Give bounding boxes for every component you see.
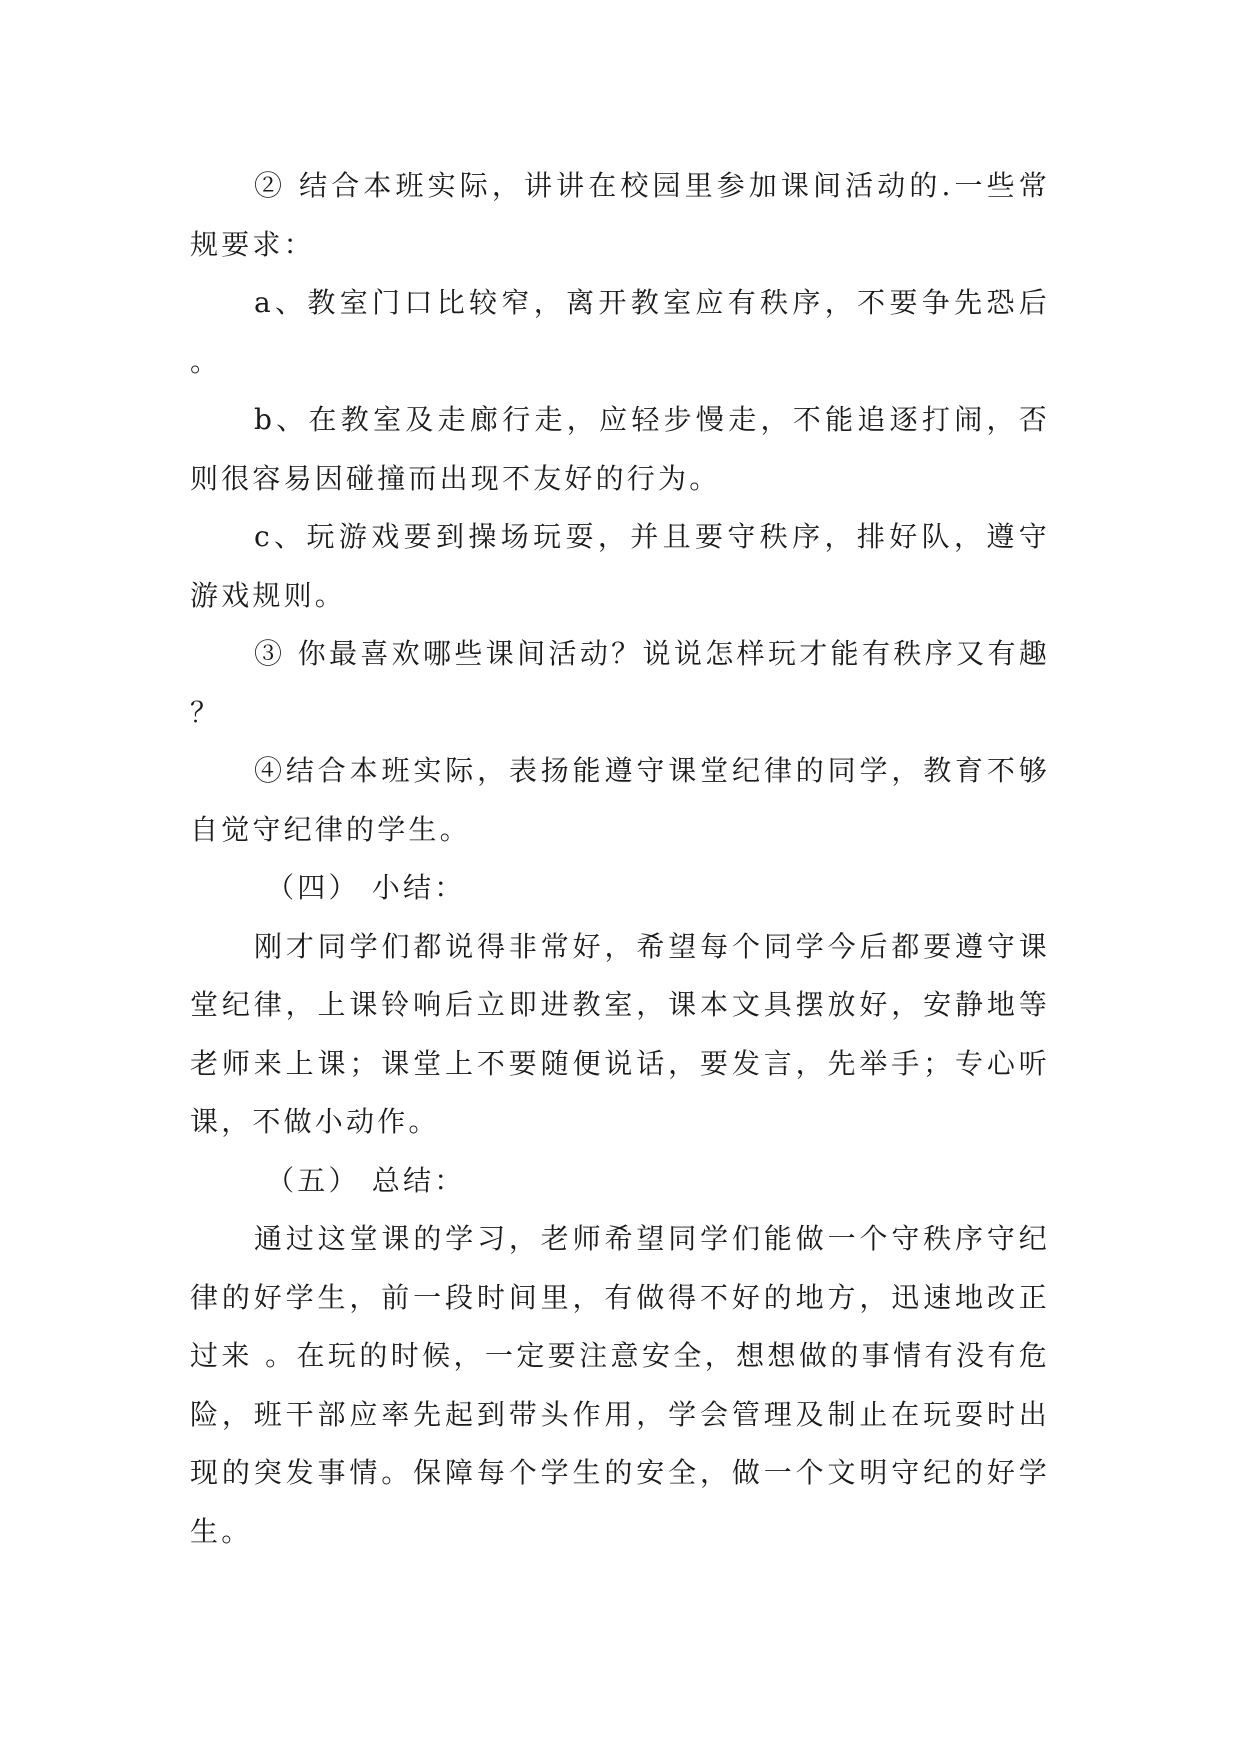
paragraph-item-2: ② 结合本班实际，讲讲在校园里参加课间活动的.一些常规要求：	[190, 169, 1050, 261]
paragraph-rule-c: c、玩游戏要到操场玩耍，并且要守秩序，排好队，遵守游戏规则。	[190, 520, 1050, 612]
paragraph-item-3: ③ 你最喜欢哪些课间活动？说说怎样玩才能有秩序又有趣？	[190, 637, 1050, 729]
document-body	[190, 157, 1050, 1561]
section-heading-summary: （四） 小结：	[254, 871, 466, 904]
section-heading-conclusion: （五） 总结：	[254, 1163, 466, 1197]
paragraph-rule-a: a、教室门口比较窄，离开教室应有秩序，不要争先恐后。	[190, 286, 1050, 378]
paragraph-item-4: ④结合本班实际，表扬能遵守课堂纪律的同学，教育不够自觉守纪律的学生。	[190, 754, 1050, 846]
paragraph-summary: 刚才同学们都说得非常好，希望每个同学今后都要遵守课堂纪律，上课铃响后立即进教室，课本文具摆放好，安静地等老师来上课；课堂上不要随便说话，要发言，先举手；专心听课，不做小动作。	[190, 929, 1050, 1138]
paragraph-conclusion: 通过这堂课的学习，老师希望同学们能做一个守秩序守纪律的好学生，前一段时间里，有做得不好的地方，迅速地改正过来 。在玩的时候，一定要注意安全，想想做的事情有没有危险，班干部应率先起到带头作用，学会管理及制止在玩耍时出现的突发事情。保障每个学生的安全，做一个文明守纪的好学生。	[190, 1222, 1050, 1548]
paragraph-rule-b: b、在教室及走廊行走，应轻步慢走，不能追逐打闹，否则很容易因碰撞而出现不友好的行为。	[190, 403, 1050, 495]
